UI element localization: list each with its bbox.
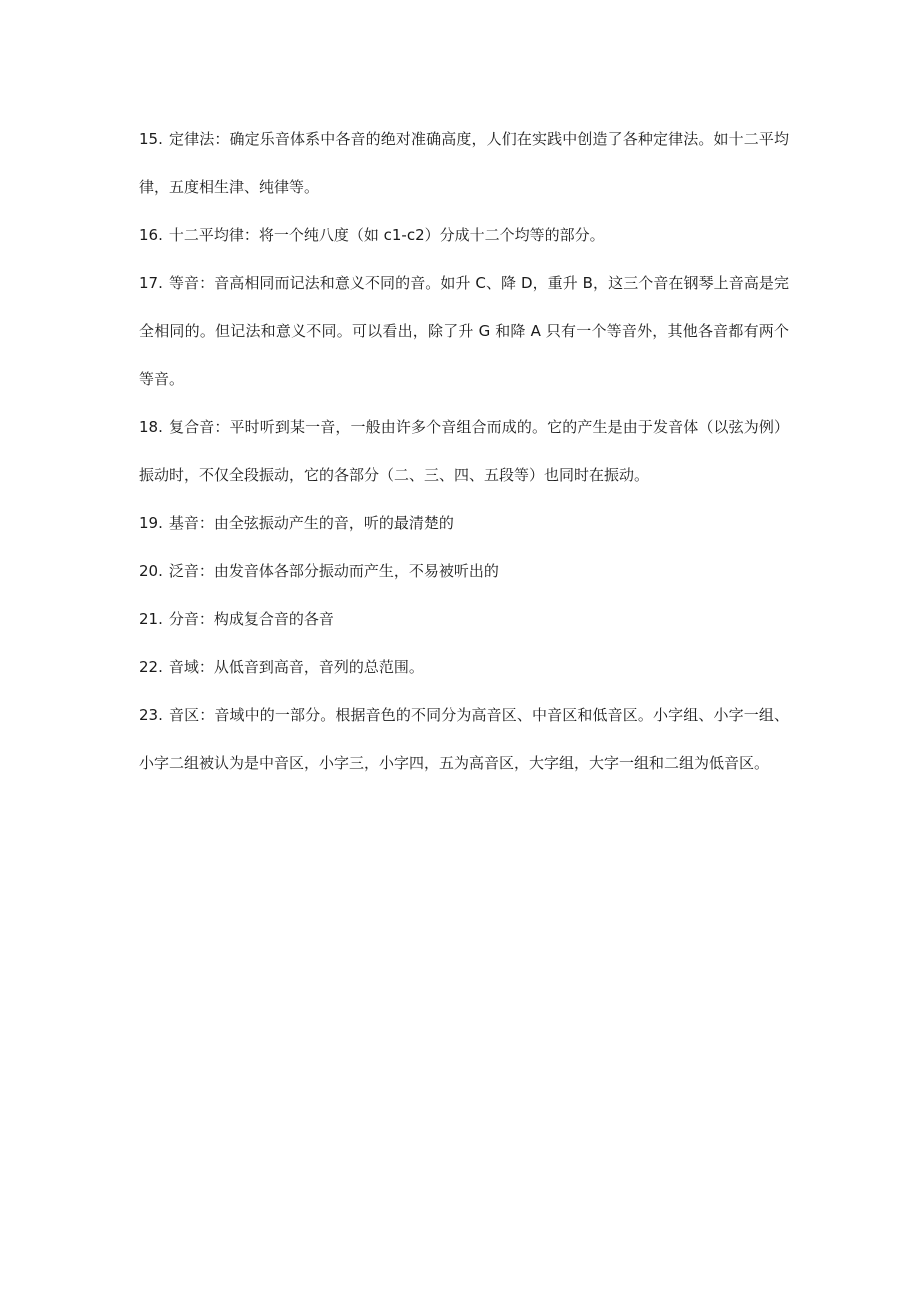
term-entry-19	[139, 499, 789, 547]
term-entry-15	[139, 115, 789, 211]
entry-number: 23.	[139, 706, 163, 724]
document-body	[139, 115, 789, 787]
entry-text: 十二平均律：将一个纯八度（如 c1-c2）分成十二个均等的部分。	[168, 226, 605, 244]
entry-text: 音区：音域中的一部分。根据音色的不同分为高音区、中音区和低音区。小字组、小字一组、小字二组被认为是中音区，小字三，小字四，五为高音区，大字组，大字一组和二组为低音区。	[139, 706, 789, 772]
entry-text: 泛音：由发音体各部分振动而产生，不易被听出的	[168, 562, 499, 580]
term-entry-17	[139, 259, 789, 403]
entry-text: 定律法：确定乐音体系中各音的绝对准确高度，人们在实践中创造了各种定律法。如十二平均律，五度相生津、纯律等。	[139, 130, 789, 196]
entry-text: 基音：由全弦振动产生的音，听的最清楚的	[168, 514, 454, 532]
term-entry-20	[139, 547, 789, 595]
term-entry-22	[139, 643, 789, 691]
term-entry-21	[139, 595, 789, 643]
entry-text: 复合音：平时听到某一音，一般由许多个音组合而成的。它的产生是由于发音体（以弦为例）振动时，不仅全段振动，它的各部分（二、三、四、五段等）也同时在振动。	[139, 418, 789, 484]
entry-text: 音域：从低音到高音，音列的总范围。	[168, 658, 424, 676]
entry-number: 21.	[139, 610, 163, 628]
entry-number: 18.	[139, 418, 163, 436]
entry-number: 17.	[139, 274, 163, 292]
entry-number: 19.	[139, 514, 163, 532]
term-entry-16	[139, 211, 789, 259]
entry-number: 15.	[139, 130, 163, 148]
entry-number: 16.	[139, 226, 163, 244]
entry-text: 分音：构成复合音的各音	[168, 610, 334, 628]
entry-number: 22.	[139, 658, 163, 676]
term-entry-18	[139, 403, 789, 499]
entry-number: 20.	[139, 562, 163, 580]
entry-text: 等音：音高相同而记法和意义不同的音。如升 C、降 D，重升 B，这三个音在钢琴上音高是完全相同的。但记法和意义不同。可以看出，除了升 G 和降 A 只有一个等音外，其他各音都有两个等音。	[139, 274, 789, 388]
term-entry-23	[139, 691, 789, 787]
